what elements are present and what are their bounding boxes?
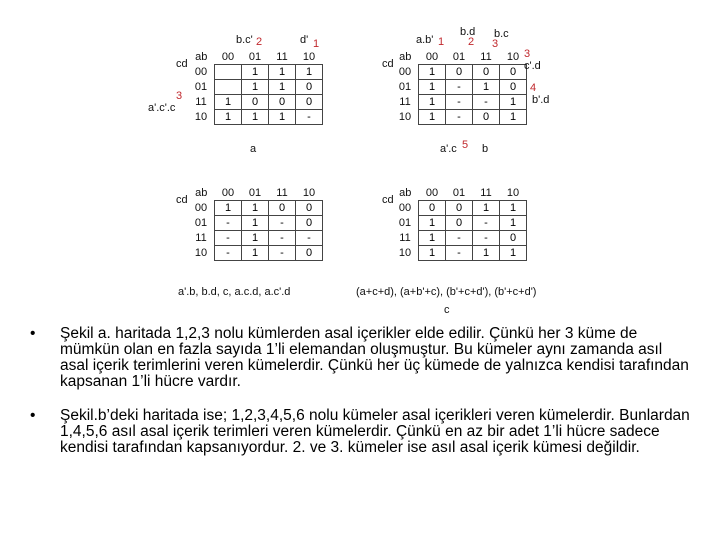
col-header: 11 <box>276 51 288 63</box>
cell: 0 <box>296 216 323 231</box>
cell: - <box>473 231 500 246</box>
cell: 1 <box>269 80 296 95</box>
cell: 1 <box>419 216 446 231</box>
cell: 1 <box>269 65 296 80</box>
col-header: 01 <box>452 51 466 63</box>
col-header: 00 <box>425 187 439 199</box>
cell: 1 <box>500 95 527 110</box>
row-header: 00 <box>398 202 412 214</box>
cell: 1 <box>242 201 269 216</box>
cell: 0 <box>296 80 323 95</box>
kmap-b-term6: a'.c <box>440 143 457 155</box>
kmap-b-term2: b.d <box>460 26 476 38</box>
kmap-d <box>392 186 527 261</box>
cell: - <box>269 231 296 246</box>
cell: - <box>473 216 500 231</box>
cell: - <box>269 246 296 261</box>
row-header: 00 <box>398 66 412 78</box>
kmap-a-caption: a <box>250 143 257 155</box>
col-header: 10 <box>302 51 316 63</box>
cell: 0 <box>269 201 296 216</box>
cell: 1 <box>242 246 269 261</box>
row-header: 11 <box>195 232 207 244</box>
col-header: 00 <box>221 187 235 199</box>
cell: - <box>446 110 473 125</box>
row-header: 01 <box>194 217 208 229</box>
cell: 1 <box>215 95 242 110</box>
cell: 0 <box>446 201 473 216</box>
kmap-d-grid <box>392 186 527 261</box>
row-header: 11 <box>399 232 411 244</box>
kmap-b-num1: 1 <box>438 36 445 48</box>
cell: 0 <box>242 95 269 110</box>
kmap-c-grid <box>188 186 323 261</box>
cell: 1 <box>215 201 242 216</box>
kmap-b-num5: 4 <box>530 82 537 94</box>
cell: 1 <box>242 231 269 246</box>
cell: 1 <box>242 216 269 231</box>
col-header: 10 <box>302 187 316 199</box>
kmap-a-term2: d' <box>300 34 309 46</box>
row-header: 10 <box>398 247 412 259</box>
cell: 0 <box>446 65 473 80</box>
kmap-a-vars: ab <box>195 51 208 64</box>
kmap-c <box>188 186 323 261</box>
kmap-a-cd: cd <box>176 58 188 70</box>
cell: 1 <box>242 80 269 95</box>
kmap-b-cd: cd <box>382 58 394 70</box>
kmap-c-cd: cd <box>176 194 188 206</box>
row-header: 10 <box>194 247 208 259</box>
kmap-b-term4: c'.d <box>524 60 541 72</box>
cell: 1 <box>419 110 446 125</box>
row-header: 11 <box>195 96 207 108</box>
cell: 0 <box>500 65 527 80</box>
cell: 1 <box>500 246 527 261</box>
cell: 1 <box>296 65 323 80</box>
row-header: 10 <box>398 111 412 123</box>
cell: - <box>446 95 473 110</box>
kmap-b-caption: b <box>482 143 489 155</box>
kmap-b-num6: 5 <box>462 139 469 151</box>
bullet-text: Şekil a. haritada 1,2,3 nolu kümlerden asal içerikler elde edilir. Çünkü her 3 küme de mümkün olan en fazla sayıda 1’li elemandan oluşmuştur. Bu kümeler aynı zamanda asıl asal içerik terimlerini veren kümelerdir. Çünkü her üç kümede de yalnızca kendisi tarafından kapsanan 1’li hücre vardır. <box>60 325 689 390</box>
kmap-a-term1: b.c' <box>236 34 253 46</box>
cell: 1 <box>419 80 446 95</box>
cell: 1 <box>500 110 527 125</box>
explanation-list <box>30 326 690 474</box>
kmap-a-num1: 1 <box>313 38 320 50</box>
cell: 1 <box>500 201 527 216</box>
cell: 1 <box>500 216 527 231</box>
kmap-d-vars: ab <box>399 187 412 200</box>
cell: 0 <box>446 216 473 231</box>
cell: 1 <box>269 110 296 125</box>
kmap-c-vars: ab <box>195 187 208 200</box>
kmap-b <box>392 50 527 125</box>
cell <box>215 80 242 95</box>
cell: 1 <box>473 246 500 261</box>
kmap-a-term3: a'.c'.c <box>148 102 176 114</box>
col-header: 10 <box>506 51 520 63</box>
kmap-a-num2: 2 <box>256 36 263 48</box>
cell: 0 <box>419 201 446 216</box>
row-header: 11 <box>399 96 411 108</box>
cell: 0 <box>473 110 500 125</box>
kmap-b-num3: 3 <box>492 38 499 50</box>
cell: 1 <box>242 110 269 125</box>
cell: - <box>446 80 473 95</box>
cell: 1 <box>419 65 446 80</box>
row-header: 00 <box>194 66 208 78</box>
row-header: 01 <box>398 217 412 229</box>
cell: 1 <box>419 231 446 246</box>
list-item <box>30 326 690 390</box>
row-header: 10 <box>194 111 208 123</box>
cell: - <box>473 95 500 110</box>
cell: - <box>269 216 296 231</box>
figure-caption: c <box>444 304 450 316</box>
row-header: 01 <box>398 81 412 93</box>
cell: 0 <box>296 95 323 110</box>
bullet-text: Şekil.b’deki haritada ise; 1,2,3,4,5,6 nolu kümeler asal içerikleri veren kümelerdir. Bunlardan 1,4,5,6 asıl asal içerik terimleri veren kümelerdir. Çünkü en az bir adet 1’li hücre sadece kendisi tarafından kapsanıyordur. 2. ve 3. kümeler ise asıl asal içerik kümesi değildir. <box>60 407 690 456</box>
kmap-c-caption: a'.b, b.d, c, a.c.d, a.c'.d <box>178 286 291 298</box>
cell: - <box>296 231 323 246</box>
list-item <box>30 408 690 456</box>
cell: - <box>215 246 242 261</box>
cell: 0 <box>296 201 323 216</box>
col-header: 10 <box>506 187 520 199</box>
kmap-b-term3: b.c <box>494 28 509 40</box>
cell: 0 <box>473 65 500 80</box>
cell: 1 <box>215 110 242 125</box>
cell: 1 <box>242 65 269 80</box>
cell: - <box>215 216 242 231</box>
cell: 0 <box>500 231 527 246</box>
col-header: 01 <box>248 187 262 199</box>
col-header: 00 <box>425 51 439 63</box>
col-header: 01 <box>452 187 466 199</box>
cell: 1 <box>419 95 446 110</box>
cell: 0 <box>269 95 296 110</box>
kmap-a <box>188 50 323 125</box>
kmap-d-caption: (a+c+d), (a+b'+c), (b'+c+d'), (b'+c+d') <box>356 286 537 298</box>
col-header: 11 <box>276 187 288 199</box>
row-header: 01 <box>194 81 208 93</box>
kmap-b-num2: 2 <box>468 36 475 48</box>
bullet-marker: • <box>30 325 36 342</box>
col-header: 11 <box>480 187 492 199</box>
bullet-marker: • <box>30 407 36 424</box>
kmap-b-term1: a.b' <box>416 34 434 46</box>
kmap-b-grid <box>392 50 527 125</box>
cell: - <box>215 231 242 246</box>
cell: - <box>446 246 473 261</box>
kmap-a-grid <box>188 50 323 125</box>
kmap-b-vars: ab <box>399 51 412 64</box>
col-header: 11 <box>480 51 492 63</box>
cell: 1 <box>473 201 500 216</box>
cell: - <box>296 110 323 125</box>
col-header: 01 <box>248 51 262 63</box>
cell: - <box>446 231 473 246</box>
cell <box>215 65 242 80</box>
col-header: 00 <box>221 51 235 63</box>
cell: 0 <box>296 246 323 261</box>
cell: 0 <box>500 80 527 95</box>
kmap-a-num3: 3 <box>176 90 183 102</box>
cell: 1 <box>419 246 446 261</box>
kmap-d-cd: cd <box>382 194 394 206</box>
cell: 1 <box>473 80 500 95</box>
kmap-b-term5: b'.d <box>532 94 550 106</box>
kmap-b-num4: 3 <box>524 48 531 60</box>
row-header: 00 <box>194 202 208 214</box>
